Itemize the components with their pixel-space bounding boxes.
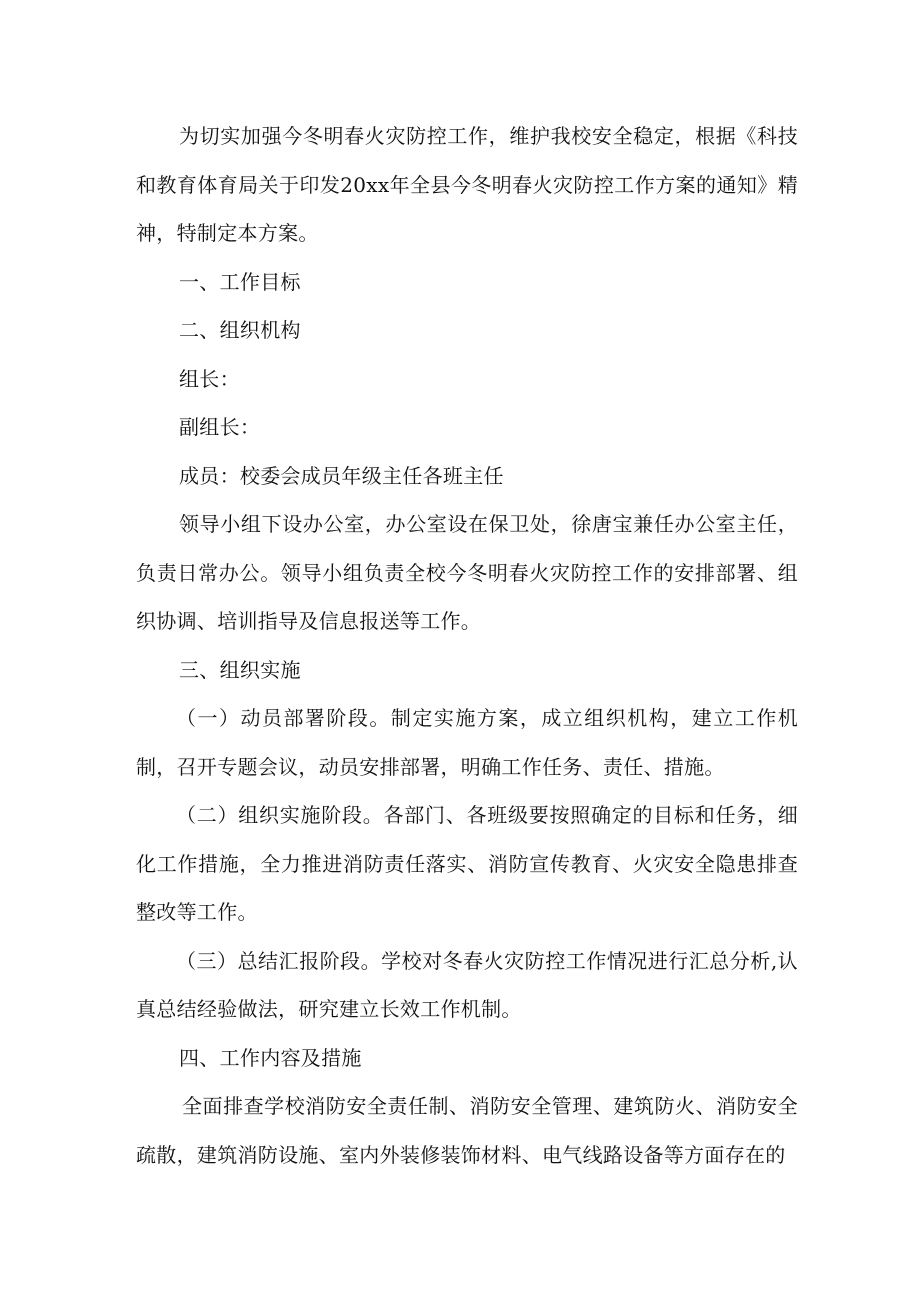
section-heading-goals: 一、工作目标	[179, 269, 301, 294]
document-body	[136, 112, 798, 1179]
intro-paragraph: 为切实加强今冬明春火灾防控工作，维护我校安全稳定，根据《科技和教育体育局关于印发20xx年全县今冬明春火灾防控工作方案的通知》精神，特制定本方案。	[136, 124, 798, 245]
section-heading-measures: 四、工作内容及措施	[179, 1045, 362, 1070]
section-heading-organization: 二、组织机构	[179, 318, 301, 342]
phase-two-paragraph: （二）组织实施阶段。各部门、各班级要按照确定的目标和任务，细化工作措施，全力推进消防责任落实、消防宣传教育、火灾安全隐患排查整改等工作。	[136, 803, 798, 924]
phase-one-paragraph: （一）动员部署阶段。制定实施方案，成立组织机构，建立工作机制，召开专题会议，动员安排部署，明确工作任务、责任、措施。	[136, 706, 798, 779]
measures-paragraph: 全面排查学校消防安全责任制、消防安全管理、建筑防火、消防安全疏散，建筑消防设施、室内外装修装饰材料、电气线路设备等方面存在的	[136, 1094, 798, 1167]
deputy-leader-line: 副组长：	[179, 415, 261, 439]
members-line: 成员：校委会成员年级主任各班主任	[179, 463, 504, 488]
phase-three-paragraph: （三）总结汇报阶段。学校对冬春火灾防控工作情况进行汇总分析,认真总结经验做法，研究建立长效工作机制。	[136, 948, 798, 1021]
section-heading-implementation: 三、组织实施	[179, 657, 301, 682]
office-paragraph: 领导小组下设办公室，办公室设在保卫处，徐唐宝兼任办公室主任，负责日常办公。领导小组负责全校今冬明春火灾防控工作的安排部署、组织协调、培训指导及信息报送等工作。	[136, 512, 798, 633]
team-leader-line: 组长：	[179, 366, 240, 391]
